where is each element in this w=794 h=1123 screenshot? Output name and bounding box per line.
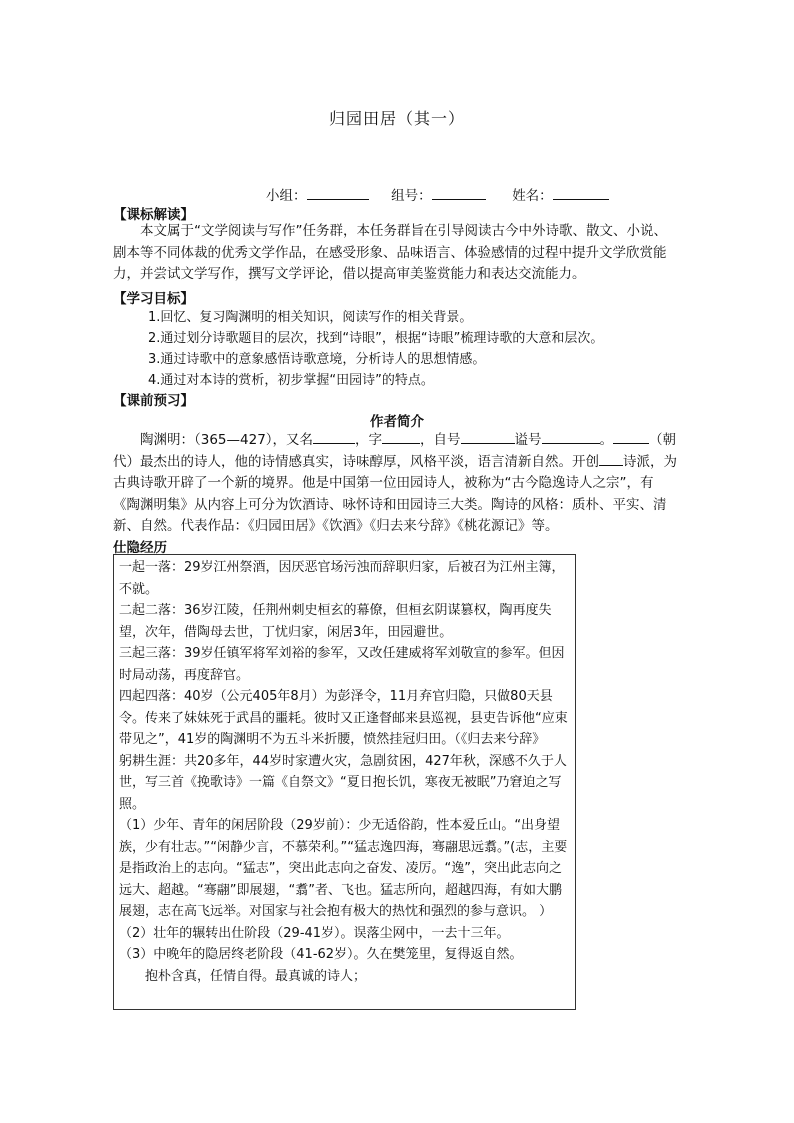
career-line: （2）壮年的辗转出仕阶段（29-41岁）。误落尘网中，一去十三年。 <box>119 925 510 941</box>
preview-heading: 【课前预习】 <box>113 393 194 409</box>
bio-text: 。 <box>599 432 614 448</box>
curriculum-text: 本文属于“文学阅读与写作”任务群，本任务群旨在引导阅读古今中外诗歌、散文、小说、剧本等不同体裁的优秀文学作品，在感受形象、品味语言、体验感情的过程中提升文学欣赏能力，并尝试文学写作，撰写文学评论，借以提高审美鉴赏能力和表达交流能力。 <box>113 223 667 282</box>
curriculum-heading: 【课标解读】 <box>113 207 194 223</box>
bio-text: ，自号 <box>420 432 461 448</box>
author-intro-heading: 作者简介 <box>370 414 424 430</box>
name-blank[interactable] <box>553 187 609 200</box>
bio-text: （朝代）最杰出的诗人，他的诗情感真实，诗味醇厚，风格平淡，语言清新自然。开创 <box>113 432 677 470</box>
career-line: 躬耕生涯：共20多年，44岁时家遭火灾，急剧贫困，427年秋，深感不久于人世，写三首《挽歌诗》一篇《自祭文》“夏日抱长饥，寒夜无被眠”乃窘迫之写照。 <box>119 753 567 812</box>
career-line: 一起一落：29岁江州祭酒，因厌恶官场污浊而辞职归家，后被召为江州主簿，不就。 <box>119 560 565 597</box>
goal-item: 3.通过诗歌中的意象感悟诗歌意境，分析诗人的思想情感。 <box>148 352 486 367</box>
career-line: （3）中晚年的隐居终老阶段（41-62岁）。久在樊笼里，复得返自然。 <box>119 947 523 962</box>
number-blank[interactable] <box>432 187 486 200</box>
bio-text: 诗派，为古典诗歌开辟了一个新的境界。他是中国第一位田园诗人，被称为“古今隐逸诗人之宗”，有《陶渊明集》从内容上可分为饮酒诗、咏怀诗和田园诗三大类。陶诗的风格：质朴、平实、清新、自然。代表作品：《归园田居》《饮酒》《归去来兮辞》《桃花源记》等。 <box>113 453 677 534</box>
goal-item: 4.通过对本诗的赏析，初步掌握“田园诗”的特点。 <box>148 373 434 388</box>
alias-blank[interactable] <box>313 430 355 444</box>
dynasty-blank[interactable] <box>613 430 649 444</box>
career-line: （1）少年、青年的闲居阶段（29岁前）：少无适俗韵，性本爱丘山。“出身望族，少有壮志。”“闲静少言，不慕荣利。”“猛志逸四海，骞翮思远翥。”(志，主要是指政治上的志向。“猛志”，突出此志向之奋发、凌厉。“逸”，突出此志向之远大、超越。“骞翮”即展翅，“翥”者、飞也。猛志所向，超越四海，有如大鹏展翅，志在高飞远举。对国家与社会抱有极大的热忱和强烈的参与意识。 ） <box>119 818 568 919</box>
poetry-school-blank[interactable] <box>599 452 623 466</box>
name-label: 姓名： <box>512 188 553 204</box>
career-heading: 仕隐经历 <box>113 540 167 556</box>
goal-item: 1.回忆、复习陶渊明的相关知识，阅读写作的相关背景。 <box>148 310 473 325</box>
courtesy-name-blank[interactable] <box>382 430 420 444</box>
group-blank[interactable] <box>307 187 369 200</box>
group-label: 小组： <box>266 188 307 204</box>
self-title-blank[interactable] <box>461 430 515 444</box>
author-bio <box>113 430 678 538</box>
goals-heading: 【学习目标】 <box>113 291 194 307</box>
bio-text: 谥号 <box>514 432 542 448</box>
career-line: 抱朴含真，任情自得。最真诚的诗人； <box>145 968 367 984</box>
career-line: 三起三落：39岁任镇军将军刘裕的参军，又改任建威将军刘敬宣的参军。但因时局动荡，再度辞官。 <box>119 646 565 683</box>
posthumous-name-blank[interactable] <box>542 430 600 444</box>
career-box <box>113 554 576 1010</box>
bio-text: ，字 <box>355 432 383 448</box>
number-label: 组号： <box>391 188 432 204</box>
career-line: 四起四落：40岁（公元405年8月）为彭泽令，11月弃官归隐，只做80天县令。传来了妹妹死于武昌的噩耗。彼时又正逢督邮来县巡视，县吏告诉他“应束带见之”，41岁的陶渊明不为五斗米折腰，愤然挂冠归田。（《归去来兮辞》 <box>119 689 568 747</box>
page-title: 归园田居（其一） <box>328 109 465 128</box>
student-info-line <box>266 184 609 204</box>
career-line: 二起二落：36岁江陵，任荆州刺史桓玄的幕僚，但桓玄阴谋篡权，陶再度失望，次年，借陶母去世，丁忧归家，闲居3年，田园避世。 <box>119 603 552 640</box>
bio-text: 陶渊明：（365—427），又名 <box>140 432 314 448</box>
goal-item: 2.通过划分诗歌题目的层次，找到“诗眼”，根据“诗眼”梳理诗歌的大意和层次。 <box>148 331 604 346</box>
